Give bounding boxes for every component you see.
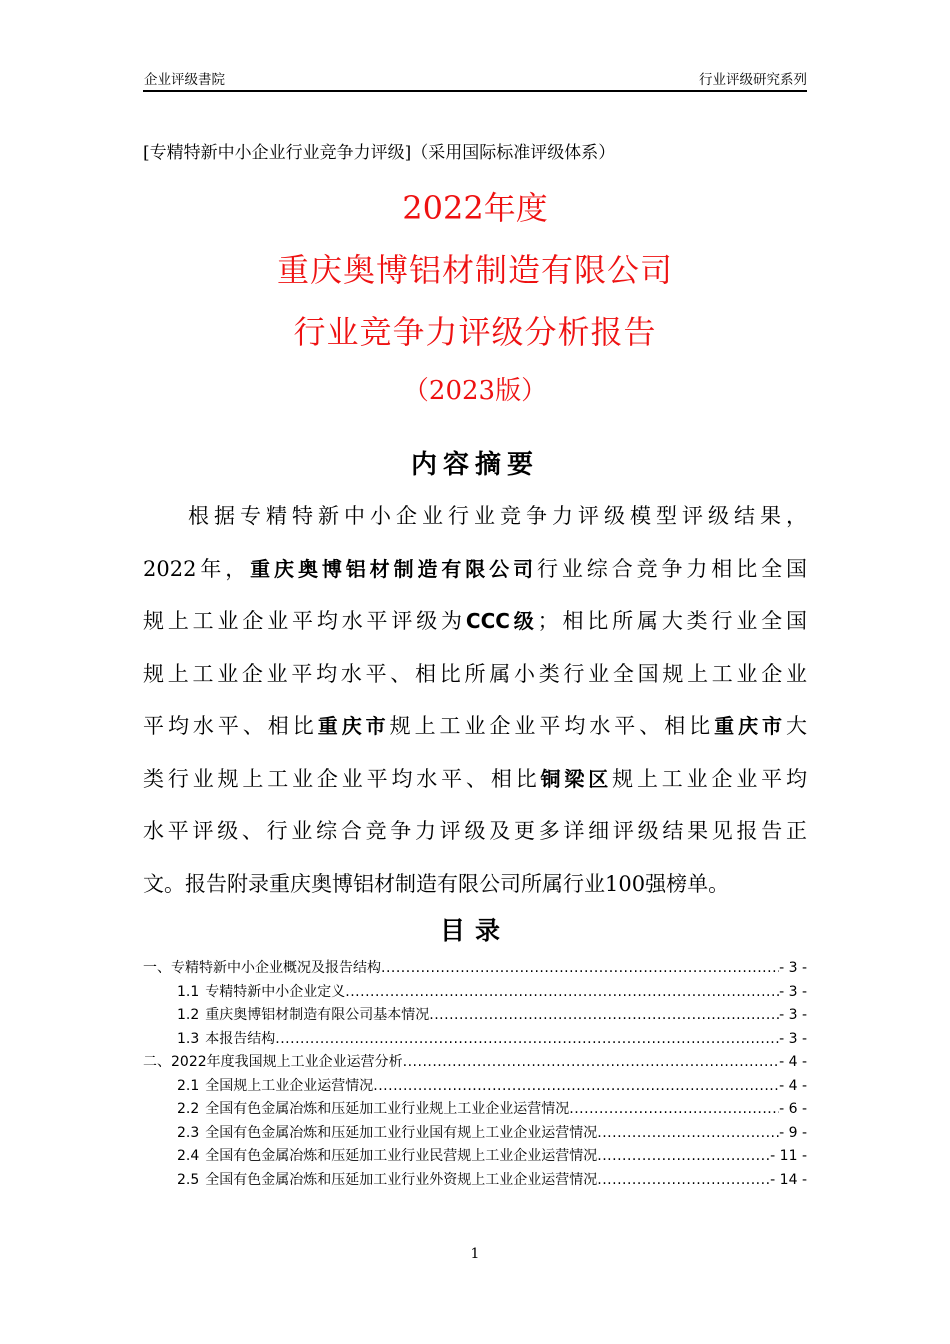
toc-entry-page: - 6 - <box>779 1101 807 1117</box>
toc-entry-number: 1.1 <box>177 983 200 1000</box>
toc-entry-title: 全国有色金属冶炼和压延加工业行业民营规上工业企业运营情况 <box>205 1148 598 1164</box>
abstract-line <box>143 490 807 543</box>
abstract-text: 水平评级、行业综合竞争力评级及更多详细评级结果见报告正 <box>143 819 807 843</box>
toc-entry-page: - 11 - <box>770 1148 807 1164</box>
toc-leader-dots <box>403 1051 779 1075</box>
abstract-body <box>143 490 807 910</box>
abstract-line <box>143 753 807 806</box>
abstract-text: 规上工业企业平均水平、相比所属小类行业全国规上工业企业 <box>143 661 807 686</box>
toc-entry-label <box>177 1145 597 1169</box>
toc-entry-number: 一、 <box>143 960 171 976</box>
abstract-text: 规上工业企业平均水平评级为 <box>143 609 466 633</box>
toc-leader-dots <box>373 1075 779 1099</box>
toc-entry-page: - 3 - <box>779 960 807 976</box>
toc-entry-page: - 3 - <box>779 1030 807 1047</box>
abstract-line <box>143 648 807 701</box>
abstract-emphasis: 重庆市 <box>317 714 390 738</box>
abstract-text: 根据专精特新中小企业行业竞争力评级模型评级结果， <box>188 504 807 528</box>
toc-entry-number: 2.1 <box>177 1077 200 1094</box>
toc-entry-title: 全国规上工业企业运营情况 <box>205 1077 374 1094</box>
toc-entry-label <box>177 981 345 1005</box>
toc-entry[interactable] <box>143 1098 807 1122</box>
title-company: 重庆奥博铝材制造有限公司 <box>276 251 673 289</box>
toc-entry-number: 2.5 <box>177 1171 200 1188</box>
abstract-text: 行业综合竞争力相比全国 <box>536 556 808 581</box>
toc-entry-title: 全国有色金属冶炼和压延加工业行业规上工业企业运营情况 <box>205 1101 570 1117</box>
toc-leader-dots <box>381 957 779 981</box>
toc-leader-dots <box>597 1169 770 1193</box>
toc-leader-dots <box>429 1004 779 1028</box>
toc-entry-title: 2022年度我国规上工业企业运营分析 <box>171 1054 403 1070</box>
abstract-emphasis: 重庆奥博铝材制造有限公司 <box>250 556 537 581</box>
abstract-emphasis: 铜梁区 <box>540 766 613 791</box>
toc-entry-number: 2.3 <box>177 1124 200 1141</box>
abstract-text: 大 <box>786 714 808 738</box>
toc-entry-label <box>177 1004 429 1028</box>
toc-entry-number: 1.3 <box>177 1030 200 1047</box>
toc-entry[interactable] <box>143 1122 807 1146</box>
toc-entry[interactable] <box>143 1004 807 1028</box>
abstract-line <box>143 858 807 911</box>
report-subtitle: [专精特新中小企业行业竞争力评级]（采用国际标准评级体系） <box>143 143 616 163</box>
toc-entry-label <box>177 1122 597 1146</box>
toc-entry[interactable] <box>143 1169 807 1193</box>
toc-entry-page: - 4 - <box>779 1077 807 1094</box>
toc-entry-title: 专精特新中小企业概况及报告结构 <box>171 960 381 976</box>
toc-entry-label <box>143 957 381 981</box>
title-report: 行业竞争力评级分析报告 <box>293 313 657 351</box>
toc-entry-label <box>177 1028 275 1052</box>
abstract-line <box>143 805 807 858</box>
toc-leader-dots <box>597 1145 770 1169</box>
abstract-line <box>143 543 807 596</box>
toc-entry-title: 专精特新中小企业定义 <box>205 983 346 1000</box>
toc-leader-dots <box>597 1122 779 1146</box>
toc-entry-label <box>177 1098 569 1122</box>
abstract-text: 2022年， <box>143 556 251 581</box>
toc-entry-label <box>143 1051 403 1075</box>
toc-leader-dots <box>345 981 779 1005</box>
toc-heading: 目录 <box>439 916 510 945</box>
toc-entry-number: 2.2 <box>177 1101 200 1117</box>
toc-entry-number: 2.4 <box>177 1148 200 1164</box>
toc-entry-label <box>177 1075 373 1099</box>
toc-entry[interactable] <box>143 1075 807 1099</box>
toc-leader-dots <box>275 1028 779 1052</box>
abstract-heading: 内容摘要 <box>410 450 539 480</box>
toc-entry[interactable] <box>143 981 807 1005</box>
toc-entry-title: 全国有色金属冶炼和压延加工业行业外资规上工业企业运营情况 <box>205 1171 598 1188</box>
abstract-text: ；相比所属大类行业全国 <box>537 609 808 633</box>
toc-entry[interactable] <box>143 1028 807 1052</box>
abstract-text: 文。报告附录重庆奥博铝材制造有限公司所属行业100强榜单。 <box>143 871 730 896</box>
toc-entry[interactable] <box>143 1145 807 1169</box>
title-edition: （2023版） <box>402 376 548 406</box>
abstract-text: 类行业规上工业企业平均水平、相比 <box>143 766 541 791</box>
toc-entry-page: - 3 - <box>779 983 807 1000</box>
toc-entry-number: 1.2 <box>177 1007 200 1023</box>
toc-entry-page: - 3 - <box>779 1007 807 1023</box>
abstract-line <box>143 595 807 648</box>
abstract-emphasis: 重庆市 <box>714 714 787 738</box>
abstract-line <box>143 700 807 753</box>
toc-entry-page: - 9 - <box>779 1124 807 1141</box>
toc-entry-title: 全国有色金属冶炼和压延加工业行业国有规上工业企业运营情况 <box>205 1124 598 1141</box>
toc-entry-title: 重庆奥博铝材制造有限公司基本情况 <box>205 1007 430 1023</box>
table-of-contents <box>143 957 807 1192</box>
abstract-text: 规上工业企业平均 <box>612 766 808 791</box>
toc-entry-page: - 4 - <box>779 1054 807 1070</box>
toc-entry-label <box>177 1169 597 1193</box>
toc-entry-title: 本报告结构 <box>205 1030 276 1047</box>
abstract-text: 平均水平、相比 <box>143 714 318 738</box>
toc-entry-page: - 14 - <box>770 1171 807 1188</box>
toc-entry[interactable] <box>143 957 807 981</box>
page-number: 1 <box>470 1246 480 1262</box>
header-publisher: 企业评级書院 <box>144 72 225 88</box>
page-header <box>143 68 807 92</box>
abstract-text: 规上工业企业平均水平、相比 <box>389 714 715 738</box>
header-series: 行业评级研究系列 <box>699 72 807 88</box>
title-year: 2022年度 <box>402 189 548 227</box>
toc-entry-number: 二、 <box>143 1054 171 1070</box>
toc-leader-dots <box>569 1098 779 1122</box>
toc-entry[interactable] <box>143 1051 807 1075</box>
abstract-emphasis: CCC级 <box>465 609 538 633</box>
